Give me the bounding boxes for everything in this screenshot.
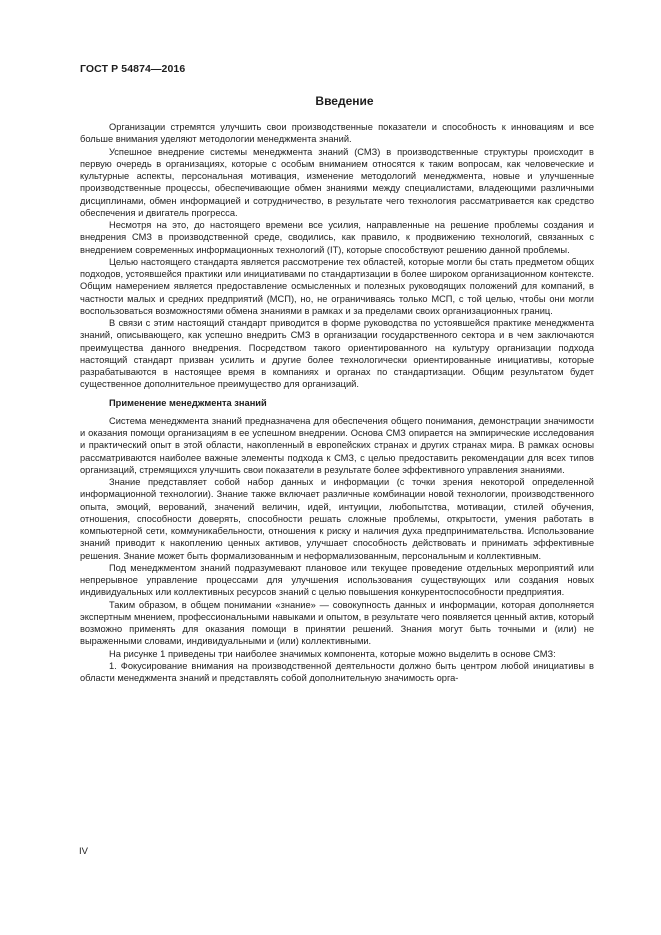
paragraph: Целью настоящего стандарта является рассмотрение тех областей, которые могли бы стать предметом общих подходов, устоявшейся практики или инициативами по стандартизации в более широком организационном контексте. Общим намерением является предоставление осмысленных и полезных руководящих положений для компаний, в частности малых и средних предприятий (МСП), но, не ограничиваясь только МСП, с той целью, чтобы они могли воспользоваться возможностями обмена знаниями в рамках и за пределами своих организационных границ. bbox=[80, 256, 594, 316]
paragraph: Успешное внедрение системы менеджмента знаний (СМЗ) в производственные структуры происходит в первую очередь в организациях, которые с особым вниманием относятся к таким вопросам, как человеческие и культурные аспекты, персональная мотивация, изменение методологий менеджмента, новые и улучшенные производственные процессы, обеспечивающие обмен знаниями между специалистами, владеющими различными дисциплинами, обмен информацией и сотрудничество, в результате чего технология рассматривается как средство обеспечения и двигатель прогресса. bbox=[80, 146, 594, 218]
paragraph: Организации стремятся улучшить свои производственные показатели и способность к инновациям и все больше внимания уделяют методологии менеджмента знаний. bbox=[80, 122, 594, 145]
paragraph: 1. Фокусирование внимания на производственной деятельности должно быть центром любой инициативы в области менеджмента знаний и представлять собой дополнительную значимость орга- bbox=[80, 660, 594, 683]
section-title: Введение bbox=[315, 94, 374, 108]
paragraph: На рисунке 1 приведены три наиболее значимых компонента, которые можно выделить в основе СМЗ: bbox=[109, 648, 556, 659]
body-text bbox=[80, 121, 594, 684]
subsection-heading: Применение менеджмента знаний bbox=[109, 397, 267, 408]
paragraph: В связи с этим настоящий стандарт приводится в форме руководства по устоявшейся практике менеджмента знаний, описывающего, как успешно внедрить СМЗ в организации государственного сектора и в чем заключаются преимущества данного внедрения. Посредством такого ориентированного на культуру организации подхода настоящий стандарт призван усилить и другие более технологически ориентированные инициативы, которые разрабатываются в настоящее время в компаниях и органах по стандартизации. Общим результатом будет существенное дополнительное преимущество для организаций. bbox=[80, 318, 594, 390]
page-number: IV bbox=[79, 846, 88, 857]
paragraph: Система менеджмента знаний предназначена для обеспечения общего понимания, демонстрации значимости и оказания помощи организациям в ее успешном внедрении. Основа СМЗ опирается на эмпирические исследования и практический опыт в этой области, накопленный в европейских странах и других странах мира. В рамках основы рассматриваются наиболее важные элементы подхода к СМЗ, с целью предоставить рекомендации для всех типов организаций, стремящихся улучшить свои показатели в результате более эффективного управления знаниями. bbox=[80, 415, 594, 475]
paragraph: Таким образом, в общем понимании «знание» — совокупность данных и информации, которая дополняется экспертным мнением, профессиональными навыками и опытом, в результате чего появляется ценный актив, который возможно применять для оказания помощи в принятии решений. Знания могут быть точными и (или) не выраженными словами, индивидуальными и (или) коллективными. bbox=[80, 599, 594, 647]
paragraph: Знание представляет собой набор данных и информации (с точки зрения некоторой определенной информационной технологии). Знание также включает различные комбинации новой технологии, производственного опыта, эмоций, верований, значений величин, идей, интуиции, любопытства, мотивации, стилей обучения, отношения, способности доверять, способности решать сложные проблемы, открытости, умения работать в компьютерной сети, коммуникабельности, отношения к риску и наличия духа предпринимательства. Использование знаний приводит к накоплению ценных активов, улучшает способность действовать и принимать эффективные решения. Знание может быть формализованным и неформализованным, персональным и коллективным. bbox=[80, 477, 594, 561]
paragraph: Под менеджментом знаний подразумевают плановое или текущее проведение отдельных мероприятий или непрерывное управление процессами для улучшения использования существующих или создания новых индивидуальных или коллективных ресурсов знаний с целью повышения конкурентоспособности предприятия. bbox=[80, 562, 594, 598]
paragraph: Несмотря на это, до настоящего времени все усилия, направленные на решение проблемы создания и внедрения СМЗ в производственной среде, сводились, как правило, к продвижению технологий, связанных с внедрением современных информационных технологий (IT), которые способствуют решению данной проблемы. bbox=[80, 220, 594, 255]
document-code: ГОСТ Р 54874—2016 bbox=[80, 63, 186, 75]
